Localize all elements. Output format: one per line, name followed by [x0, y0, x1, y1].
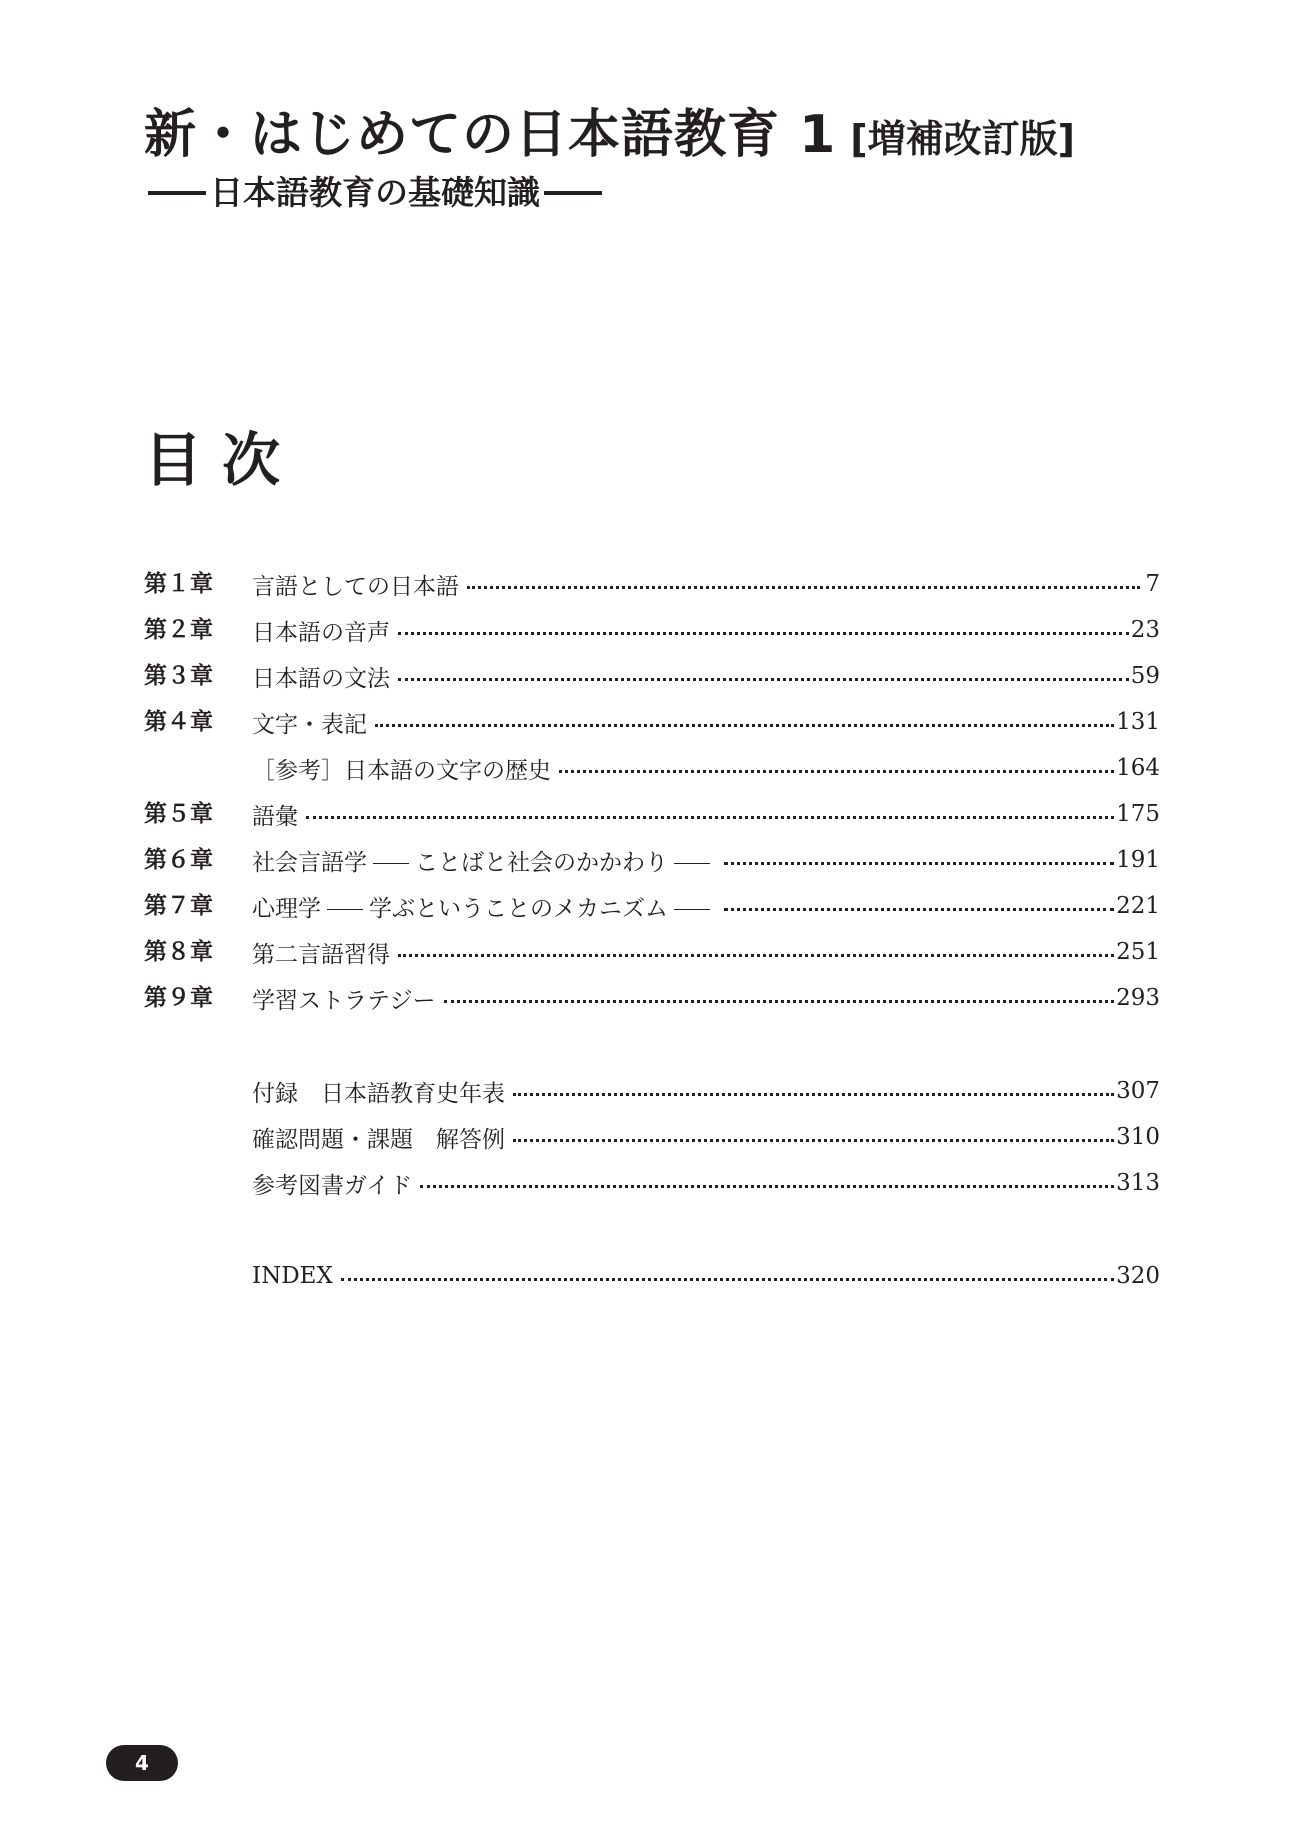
dot-leader — [398, 954, 1114, 957]
toc-appendix-entry[interactable] — [144, 1071, 1160, 1111]
page-number: 175 — [1116, 801, 1160, 827]
toc-entry[interactable] — [144, 564, 1160, 604]
entry-title-sub: ことばと社会のかかわり — [415, 849, 668, 876]
page-number: 307 — [1116, 1078, 1160, 1104]
dot-leader — [559, 770, 1114, 773]
subtitle-dash-right — [544, 191, 602, 195]
dot-leader — [375, 724, 1114, 727]
page-number: 59 — [1130, 663, 1160, 689]
em-dash — [674, 863, 710, 865]
page-number: 293 — [1116, 985, 1160, 1011]
entry-title: INDEX — [252, 1263, 333, 1289]
chapter-number: 第５章 — [144, 801, 213, 827]
dot-leader — [398, 632, 1129, 635]
page-number: 191 — [1116, 847, 1160, 873]
toc-appendix-entry[interactable] — [144, 1163, 1160, 1203]
toc-entry[interactable] — [144, 702, 1160, 742]
page-number-badge: 4 — [106, 1745, 178, 1781]
entry-title — [252, 890, 724, 923]
book-title-main: 新・はじめての日本語教育 1 — [144, 105, 837, 165]
toc-entry[interactable] — [144, 748, 1160, 788]
toc-entry[interactable] — [144, 794, 1160, 834]
chapter-number: 第９章 — [144, 985, 213, 1011]
toc-index-entry[interactable] — [144, 1256, 1160, 1296]
entry-title-sub: 学ぶということのメカニズム — [369, 895, 668, 922]
entry-title: ［参考］日本語の文字の歴史 — [252, 757, 551, 784]
entry-title: 日本語の音声 — [252, 619, 390, 646]
page-number: 320 — [1116, 1263, 1160, 1289]
entry-title: 学習ストラテジー — [252, 987, 436, 1014]
page-number: 251 — [1116, 939, 1160, 965]
toc-entry[interactable] — [144, 886, 1160, 926]
em-dash — [674, 909, 710, 911]
toc-heading: 目次 — [144, 426, 301, 494]
page-number: 23 — [1130, 617, 1160, 643]
chapter-number: 第８章 — [144, 939, 213, 965]
dot-leader — [444, 1000, 1115, 1003]
page-number: 164 — [1116, 755, 1160, 781]
entry-title: 第二言語習得 — [252, 941, 390, 968]
dot-leader — [306, 816, 1114, 819]
dot-leader — [467, 586, 1140, 589]
entry-title-main: 社会言語学 — [252, 849, 367, 876]
toc-entry[interactable] — [144, 840, 1160, 880]
entry-title — [252, 844, 724, 877]
book-subtitle-text: 日本語教育の基礎知識 — [210, 173, 540, 212]
dot-leader — [398, 678, 1129, 681]
em-dash — [327, 909, 363, 911]
entry-title: 確認問題・課題 解答例 — [252, 1126, 505, 1153]
toc-entry[interactable] — [144, 932, 1160, 972]
dot-leader — [341, 1278, 1114, 1281]
entry-title: 語彙 — [252, 803, 298, 830]
book-title — [144, 100, 1075, 174]
entry-title: 参考図書ガイド — [252, 1172, 413, 1199]
chapter-number: 第７章 — [144, 893, 213, 919]
entry-title: 付録 日本語教育史年表 — [252, 1080, 505, 1107]
book-subtitle — [144, 170, 606, 216]
entry-title: 言語としての日本語 — [252, 573, 459, 600]
entry-title: 日本語の文法 — [252, 665, 390, 692]
chapter-number: 第４章 — [144, 709, 213, 735]
page-number: 7 — [1145, 571, 1160, 597]
chapter-number: 第１章 — [144, 571, 213, 597]
dot-leader — [420, 1185, 1114, 1188]
toc-entry[interactable] — [144, 656, 1160, 696]
page-number: 310 — [1116, 1124, 1160, 1150]
chapter-number: 第２章 — [144, 617, 213, 643]
em-dash — [373, 863, 409, 865]
toc-entry[interactable] — [144, 610, 1160, 650]
dot-leader — [724, 908, 1114, 911]
page-number: 131 — [1116, 709, 1160, 735]
chapter-number: 第３章 — [144, 663, 213, 689]
book-edition: [増補改訂版] — [850, 117, 1076, 161]
dot-leader — [513, 1139, 1114, 1142]
dot-leader — [724, 862, 1114, 865]
page-number: 221 — [1116, 893, 1160, 919]
entry-title-main: 心理学 — [252, 895, 321, 922]
subtitle-dash-left — [148, 191, 206, 195]
toc-entry[interactable] — [144, 978, 1160, 1018]
dot-leader — [513, 1093, 1114, 1096]
chapter-number: 第６章 — [144, 847, 213, 873]
entry-title: 文字・表記 — [252, 711, 367, 738]
toc-appendix-entry[interactable] — [144, 1117, 1160, 1157]
page-number: 313 — [1116, 1170, 1160, 1196]
